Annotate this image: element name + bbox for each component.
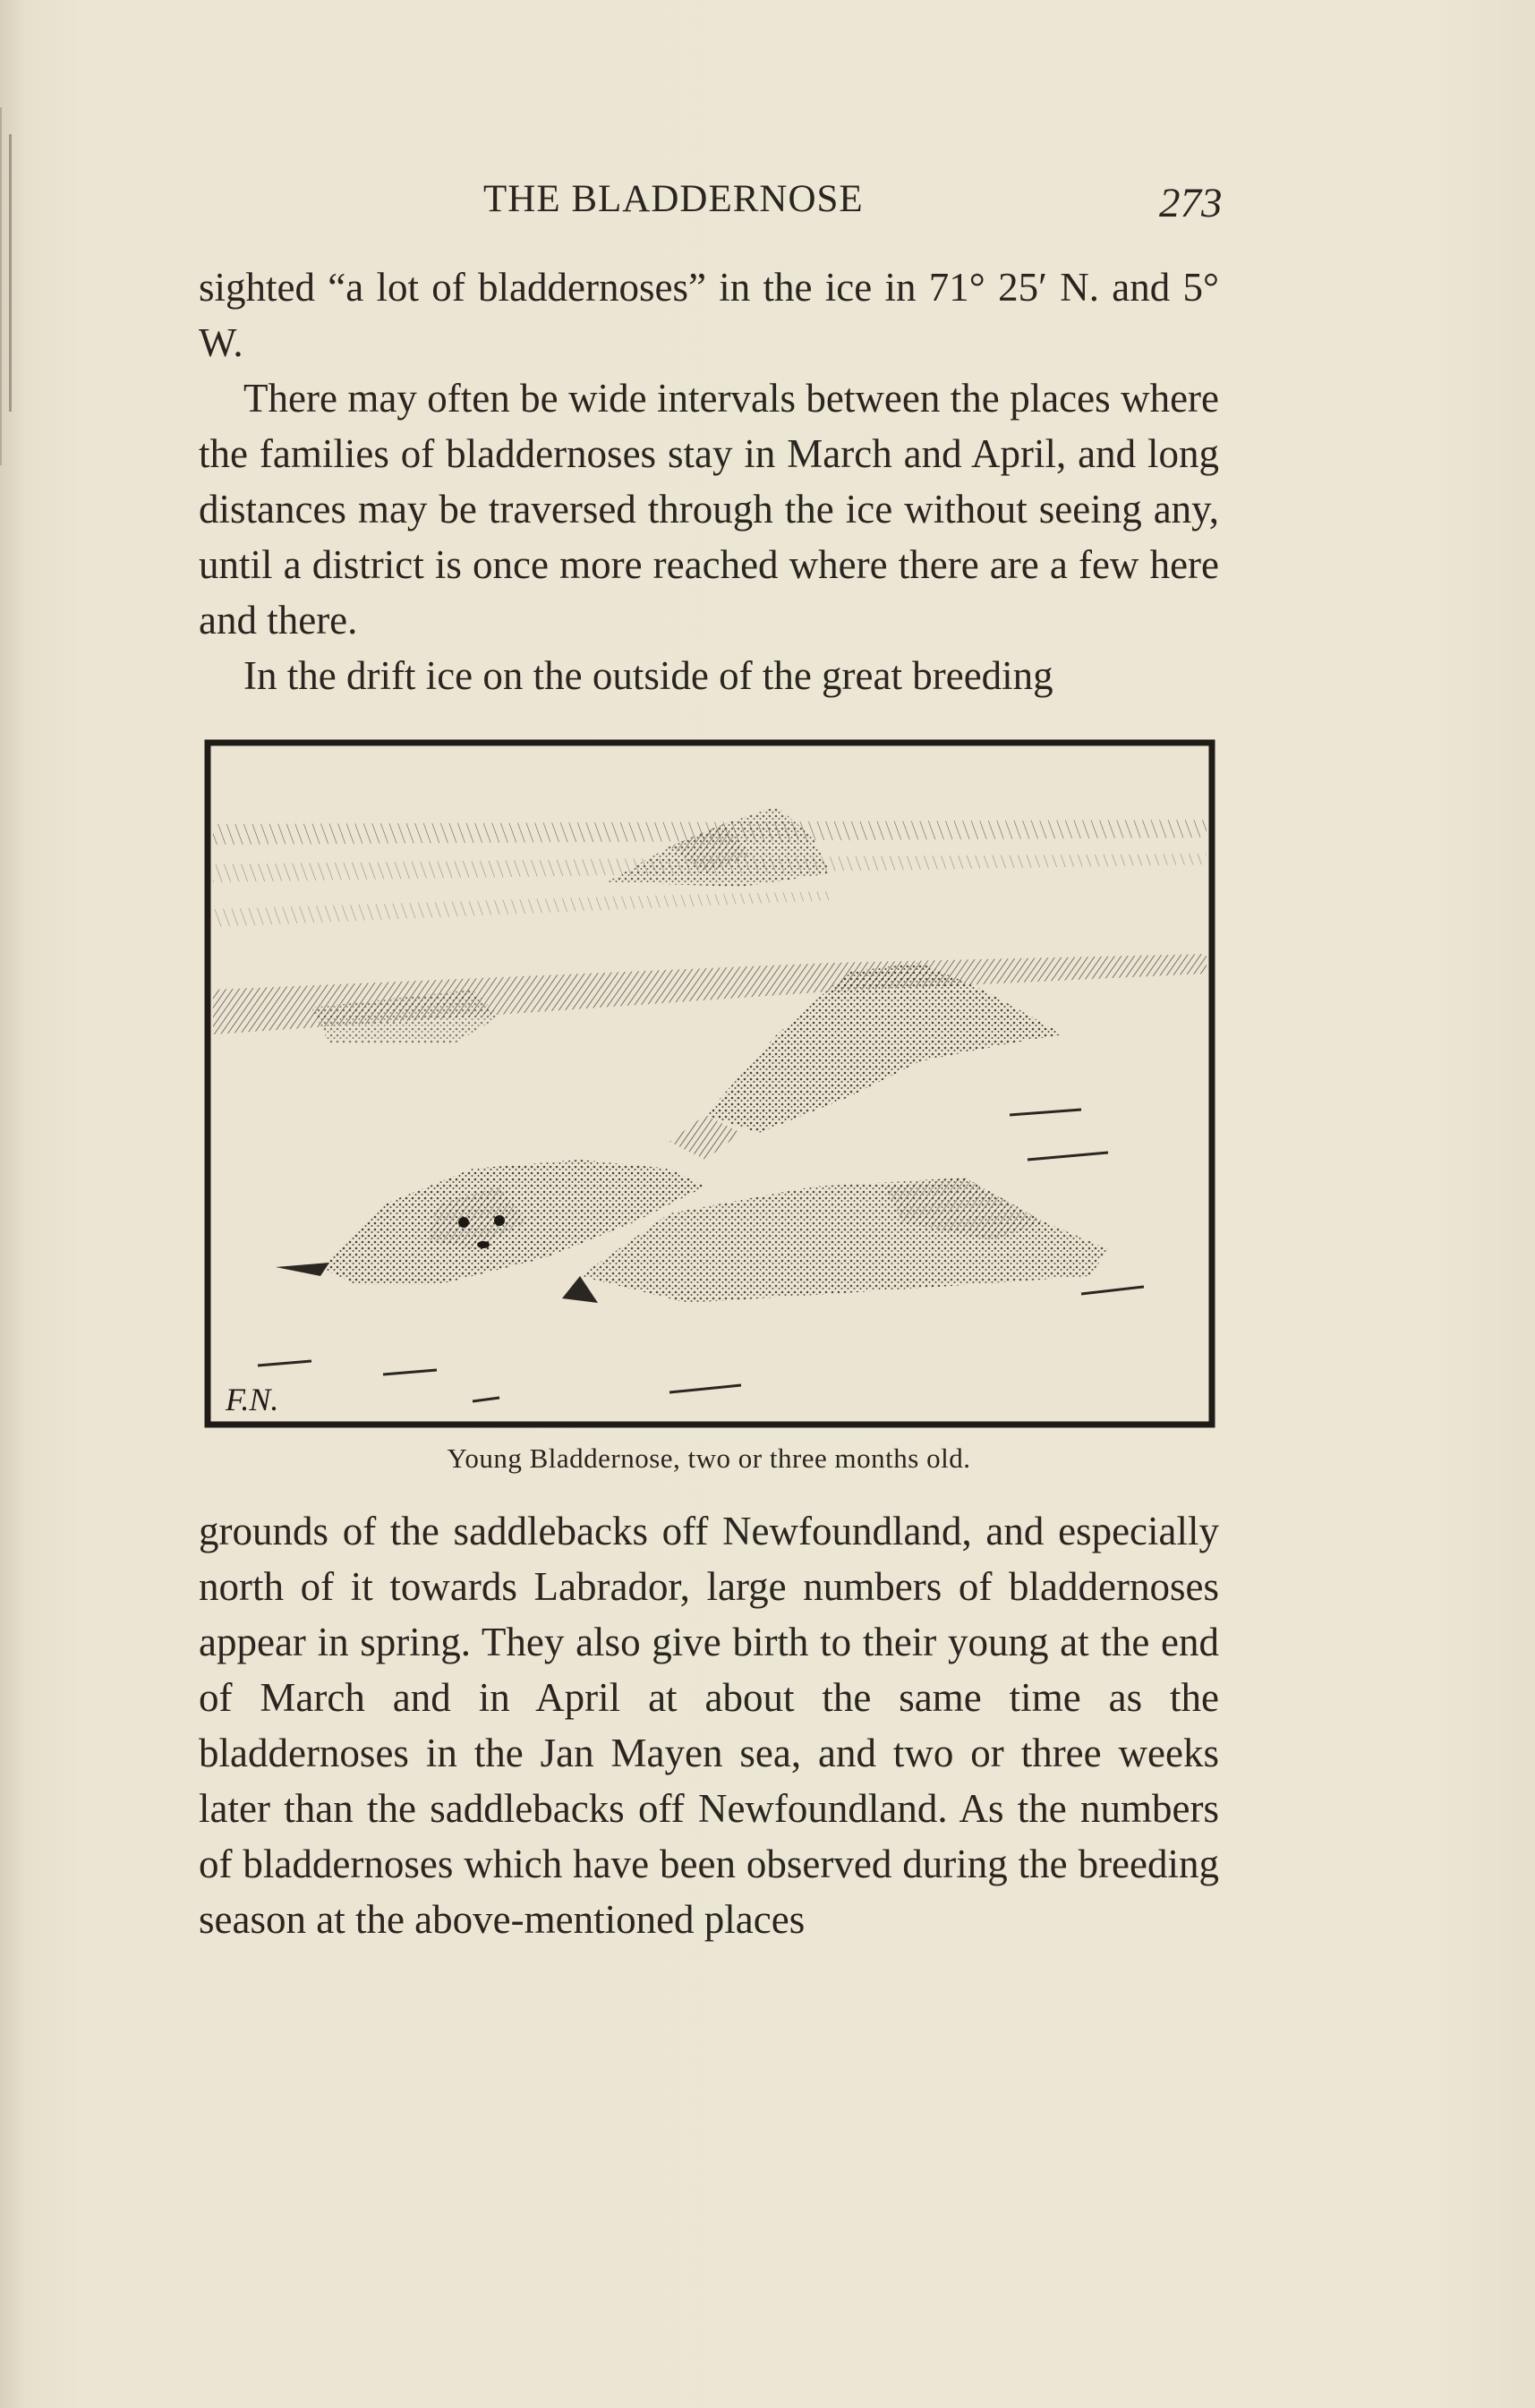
paragraph: In the drift ice on the outside of the great breeding bbox=[243, 653, 1053, 698]
binding-edge-shadow-outer bbox=[0, 107, 2, 465]
binding-edge-shadow bbox=[9, 134, 12, 412]
illustration-young-bladdernose bbox=[204, 739, 1215, 1428]
running-title: THE BLADDERNOSE bbox=[483, 178, 864, 220]
page-number: 273 bbox=[1159, 180, 1223, 226]
paragraph-continuation: sighted “a lot of bladdernoses” in the ice in 71° 25′ N. and 5° W. bbox=[199, 265, 1219, 365]
paragraph-continuation: grounds of the saddlebacks off Newfoundland, and especially north of it towards Labrador, large numbers of bladdernoses appear in spring. They also give birth to their young at the end of March and in April at about the same time as the bladdernoses in the Jan Mayen sea, and two or three weeks later than the saddlebacks off Newfoundland. As the numbers of bladdernoses which have been observed during the breeding season at the above-mentioned places bbox=[199, 1509, 1219, 1942]
text-block-bottom bbox=[199, 1503, 1219, 1947]
text-block-top bbox=[199, 260, 1219, 703]
paragraph: There may often be wide intervals between the places where the families of bladdernoses stay in March and April, and long distances may be traversed through the ice without seeing any, until a district is once more reached where there are a few here and there. bbox=[199, 376, 1219, 642]
figure-caption: Young Bladdernose, two or three months old. bbox=[447, 1442, 971, 1474]
artist-signature: F.N. bbox=[226, 1382, 279, 1417]
